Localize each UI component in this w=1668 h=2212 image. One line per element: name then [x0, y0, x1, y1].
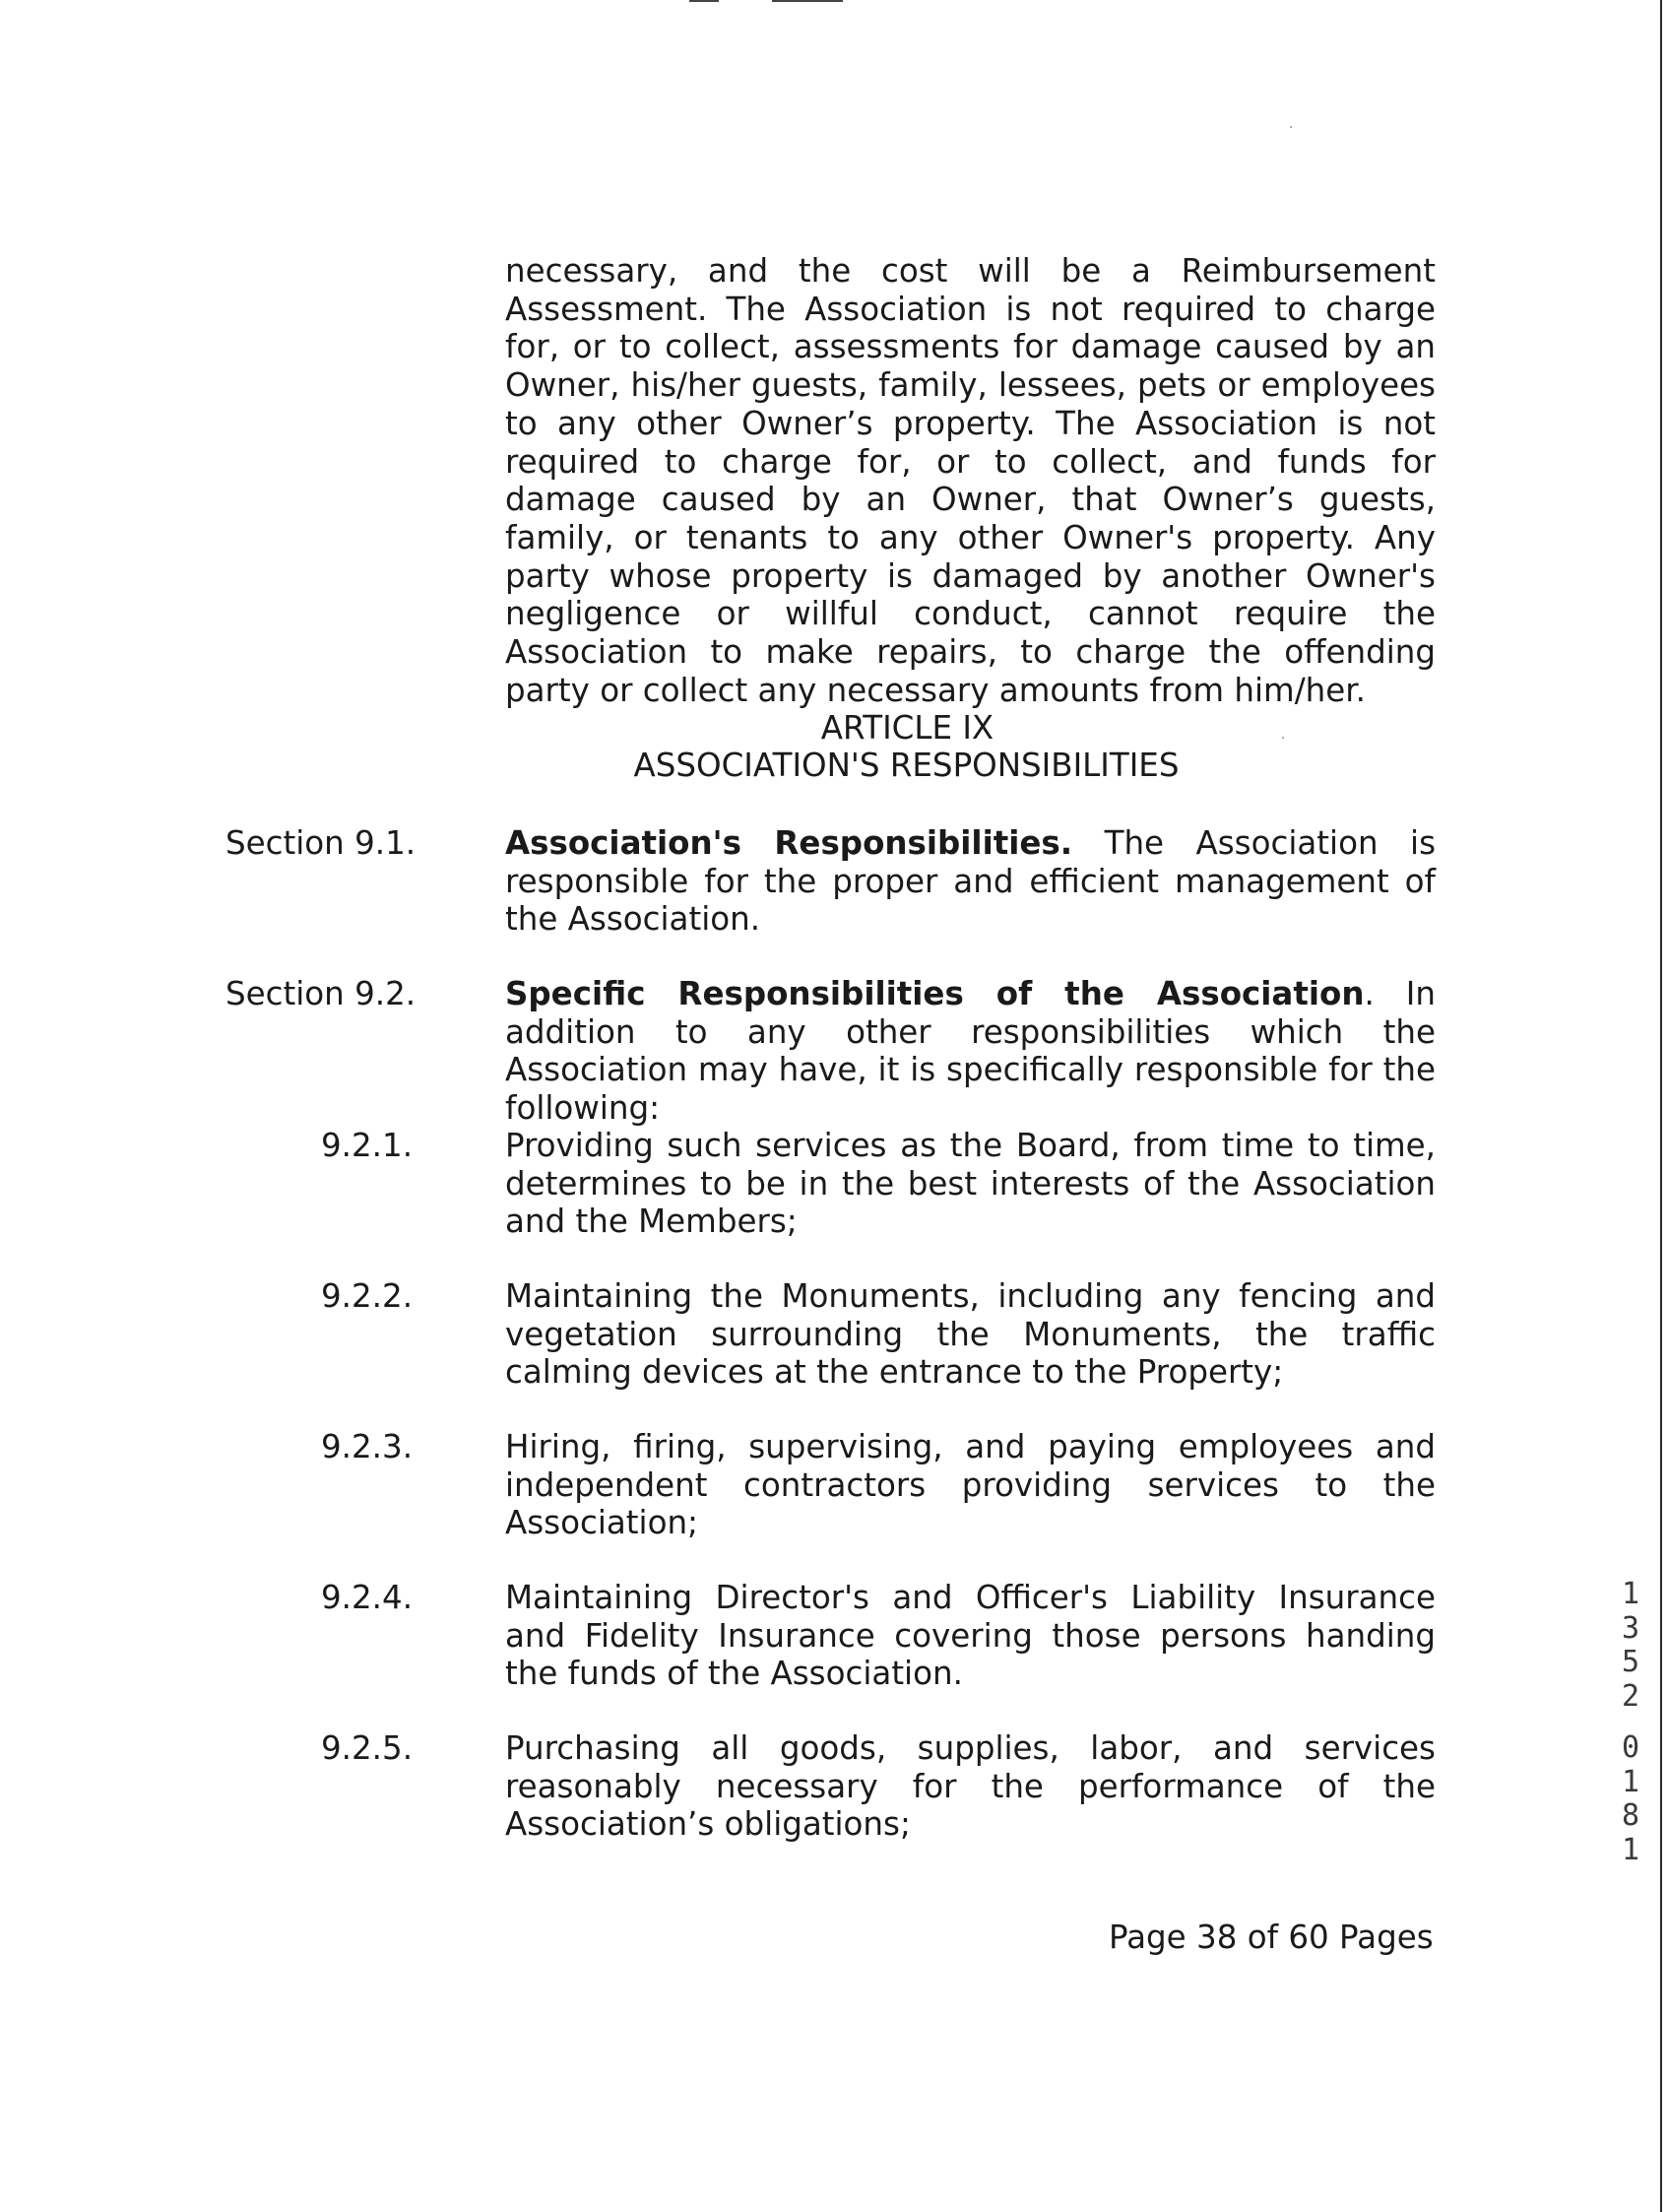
section-text: . In addition to any other responsibilities which the Association may have, it is specifically responsible for the following:	[505, 975, 1436, 1128]
scan-speck	[1290, 126, 1292, 128]
item-label: 9.2.3.	[321, 1428, 414, 1465]
item-text: Purchasing all goods, supplies, labor, and services reasonably necessary for the performance of the Association’s obligations;	[505, 1729, 1436, 1844]
section-heading: Specific Responsibilities of the Association	[505, 975, 1365, 1012]
item-label: 9.2.2.	[321, 1277, 414, 1315]
item-text: Providing such services as the Board, from time to time, determines to be in the best interests of the Association and the Members;	[505, 1127, 1436, 1241]
section-heading: Association's Responsibilities.	[505, 824, 1073, 862]
article-header	[505, 709, 1436, 784]
scan-artifact-top	[689, 0, 847, 3]
article-number: ARTICLE IX	[820, 709, 994, 747]
recording-stamp	[1611, 1578, 1650, 1867]
item-label: 9.2.4.	[321, 1579, 414, 1616]
stamp-bottom-digits: 0181	[1621, 1730, 1640, 1867]
page-edge-line	[1660, 0, 1662, 2212]
stamp-top-digits: 1352	[1621, 1577, 1640, 1714]
item-label: 9.2.5.	[321, 1729, 414, 1767]
item-text: Maintaining Director's and Officer's Liability Insurance and Fidelity Insurance covering those persons handing the funds of the Association.	[505, 1579, 1436, 1693]
section-body	[505, 975, 1436, 1128]
section-body	[505, 824, 1436, 939]
section-text: The Association is responsible for the proper and efficient management of the Association.	[505, 824, 1436, 939]
intro-paragraph: necessary, and the cost will be a Reimbursement Assessment. The Association is not required to charge for, or to collect, assessments for damage caused by an Owner, his/her guests, family, lessees, pets or employees to any other Owner’s property. The Association is not required to charge for, or to collect, and funds for damage caused by an Owner, that Owner’s guests, family, or tenants to any other Owner's property. Any party whose property is damaged by another Owner's negligence or willful conduct, cannot require the Association to make repairs, to charge the offending party or collect any necessary amounts from him/her.	[505, 252, 1436, 709]
article-title: ASSOCIATION'S RESPONSIBILITIES	[633, 747, 1180, 784]
item-label: 9.2.1.	[321, 1127, 414, 1164]
item-text: Maintaining the Monuments, including any fencing and vegetation surrounding the Monuments, the traffic calming devices at the entrance to the Property;	[505, 1277, 1436, 1392]
section-label: Section 9.1.	[225, 824, 417, 862]
page-number: Page 38 of 60 Pages	[1109, 1919, 1434, 1956]
item-text: Hiring, firing, supervising, and paying employees and independent contractors providing services to the Association;	[505, 1428, 1436, 1542]
section-label: Section 9.2.	[225, 975, 417, 1012]
